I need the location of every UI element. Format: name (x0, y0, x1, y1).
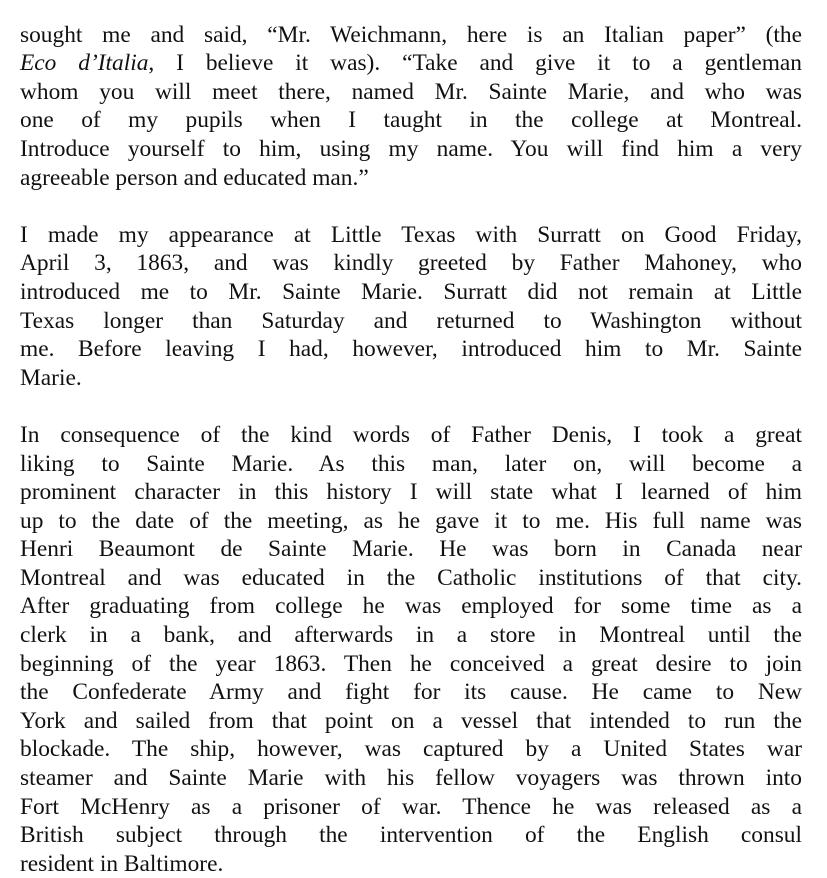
text-run: Henri Beaumont de Sainte Marie. He was born in Canada near (20, 536, 802, 563)
text-line (20, 621, 802, 650)
text-run: resident in Baltimore. (20, 850, 224, 877)
text-line (20, 307, 802, 336)
text-run: I made my appearance at Little Texas with Surratt on Good Friday, (20, 221, 802, 248)
text-run: Texas longer than Saturday and returned to Washington without (20, 307, 802, 334)
paragraph (20, 21, 802, 193)
text-run: whom you will meet there, named Mr. Sainte Marie, and who was (20, 78, 802, 105)
text-line (20, 278, 802, 307)
text-line (20, 106, 802, 135)
text-line (20, 850, 802, 878)
text-run: steamer and Sainte Marie with his fellow voyagers was thrown into (20, 765, 802, 792)
text-line (20, 49, 802, 78)
text-line (20, 21, 802, 50)
text-run: prominent character in this history I will state what I learned of him (20, 479, 802, 506)
text-line (20, 535, 802, 564)
text-run: April 3, 1863, and was kindly greeted by Father Mahoney, who (20, 250, 802, 277)
text-line (20, 164, 802, 193)
text-line (20, 707, 802, 736)
text-line (20, 678, 802, 707)
text-run: British subject through the intervention of the English consul (20, 822, 802, 849)
text-run: In consequence of the kind words of Father Denis, I took a great (20, 421, 802, 448)
text-run: one of my pupils when I taught in the college at Montreal. (20, 107, 802, 134)
text-line (20, 450, 802, 479)
text-line (20, 135, 802, 164)
text-run: blockade. The ship, however, was captured by a United States war (20, 736, 802, 763)
text-run: Fort McHenry as a prisoner of war. Thence he was released as a (20, 793, 802, 820)
paragraph (20, 421, 802, 878)
text-run: me. Before leaving I had, however, introduced him to Mr. Sainte (20, 336, 802, 363)
partial-top-line (20, 0, 802, 21)
text-run: Montreal and was educated in the Catholic institutions of that city. (20, 564, 802, 591)
text-run: liking to Sainte Marie. As this man, later on, will become a (20, 450, 802, 477)
text-line (20, 249, 802, 278)
text-line (20, 78, 802, 107)
text-line (20, 507, 802, 536)
text-line (20, 421, 802, 450)
text-run: introduced me to Mr. Sainte Marie. Surratt did not remain at Little (20, 278, 802, 305)
text-line (20, 478, 802, 507)
text-run: , I believe it was). “Take and give it to a gentleman (148, 50, 802, 77)
paragraph (20, 221, 802, 393)
text-line (20, 650, 802, 679)
text-run: Marie. (20, 364, 82, 391)
document-body (20, 21, 802, 878)
text-line (20, 793, 802, 822)
text-line (20, 592, 802, 621)
text-run: the Confederate Army and fight for its cause. He came to New (20, 679, 802, 706)
document-page (20, 0, 802, 878)
paragraph-gap (20, 192, 802, 221)
text-line (20, 821, 802, 850)
paragraph-gap (20, 392, 802, 421)
text-run: beginning of the year 1863. Then he conceived a great desire to join (20, 650, 802, 677)
text-run: York and sailed from that point on a vessel that intended to run the (20, 707, 802, 734)
text-line (20, 364, 802, 393)
text-line (20, 735, 802, 764)
text-run: sought me and said, “Mr. Weichmann, here is an Italian paper” (the (20, 21, 802, 48)
text-line (20, 564, 802, 593)
text-run: After graduating from college he was employed for some time as a (20, 593, 802, 620)
text-line (20, 764, 802, 793)
text-run: clerk in a bank, and afterwards in a store in Montreal until the (20, 622, 802, 649)
text-line (20, 221, 802, 250)
text-run: Introduce yourself to him, using my name. You will find him a very (20, 135, 802, 162)
text-line (20, 335, 802, 364)
text-run: up to the date of the meeting, as he gave it to me. His full name was (20, 507, 802, 534)
italic-text: Eco d’Italia (20, 50, 149, 77)
text-run: agreeable person and educated man.” (20, 164, 369, 191)
